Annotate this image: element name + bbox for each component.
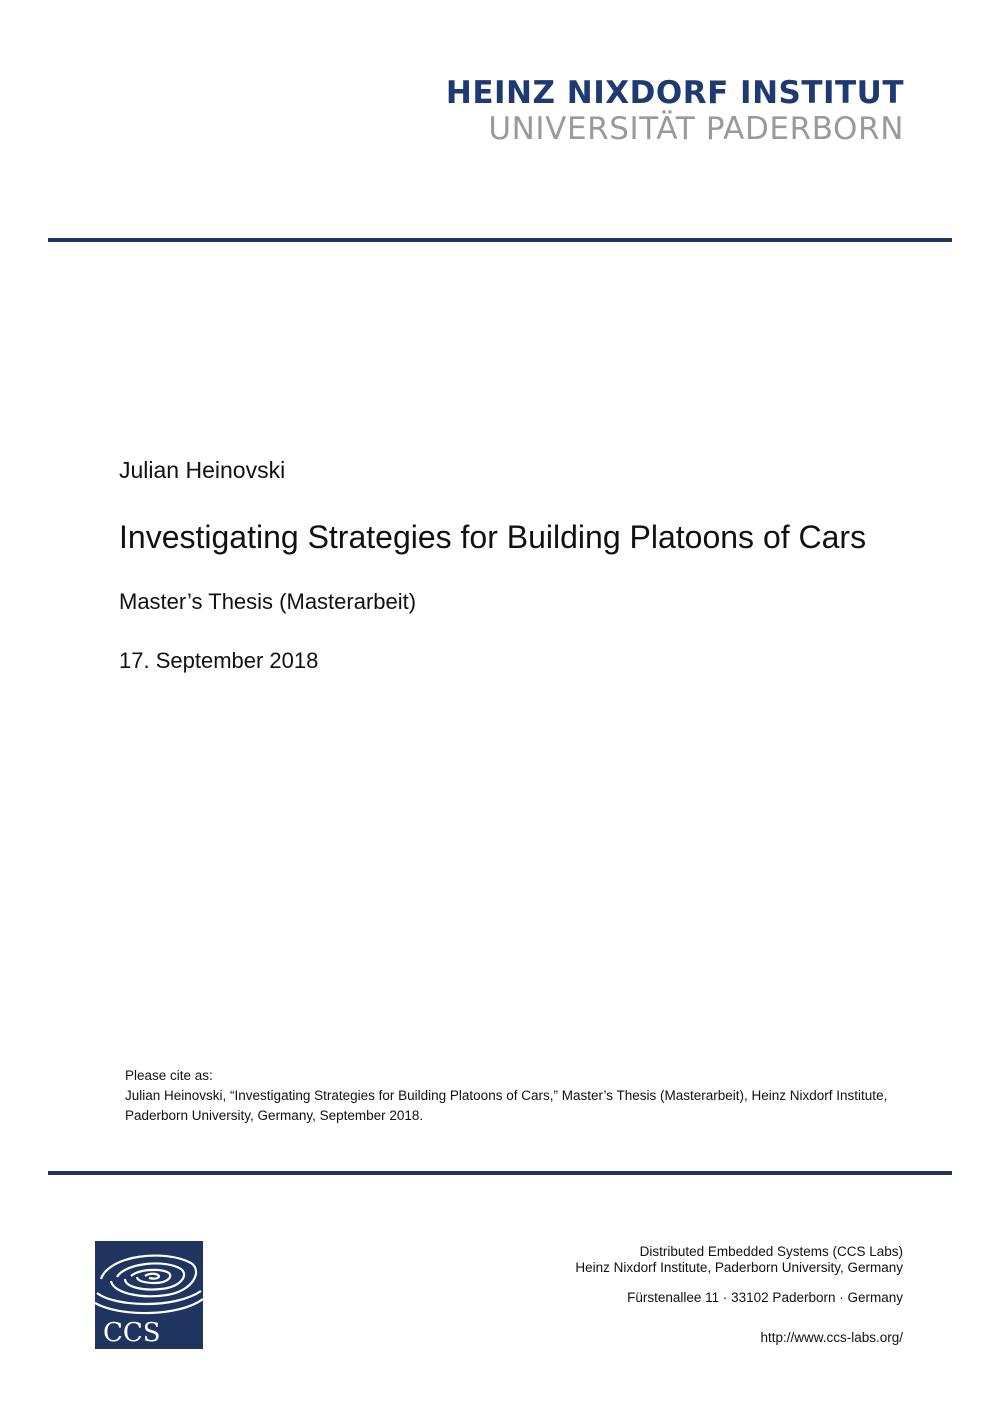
citation-line-1: Julian Heinovski, “Investigating Strategies for Building Platoons of Cars,” Master’s Thesis (Masterarbeit), Heinz Nixdorf Institute, xyxy=(125,1088,888,1103)
citation-block xyxy=(125,1066,905,1126)
top-divider xyxy=(48,238,952,242)
thesis-type: Master’s Thesis (Masterarbeit) xyxy=(119,589,417,614)
contact-block xyxy=(575,1244,903,1346)
group-name: Distributed Embedded Systems (CCS Labs) xyxy=(639,1244,903,1259)
ccs-swirl-logo-icon xyxy=(95,1241,203,1349)
logo-text: CCS xyxy=(103,1318,161,1348)
author-name: Julian Heinovski xyxy=(119,457,286,483)
institute-name: HEINZ NIXDORF INSTITUT xyxy=(445,75,904,111)
website-link[interactable]: http://www.ccs-labs.org/ xyxy=(760,1330,903,1345)
institute-line: Heinz Nixdorf Institute, Paderborn University, Germany xyxy=(575,1260,903,1275)
citation-label: Please cite as: xyxy=(125,1068,213,1083)
citation-line-2: Paderborn University, Germany, September 2018. xyxy=(125,1108,424,1123)
address-line: Fürstenallee 11 · 33102 Paderborn · Germany xyxy=(627,1290,903,1305)
university-name: UNIVERSITÄT PADERBORN xyxy=(488,111,904,147)
thesis-date: 17. September 2018 xyxy=(119,648,319,673)
thesis-title: Investigating Strategies for Building Platoons of Cars xyxy=(119,519,867,555)
bottom-divider xyxy=(48,1171,952,1175)
